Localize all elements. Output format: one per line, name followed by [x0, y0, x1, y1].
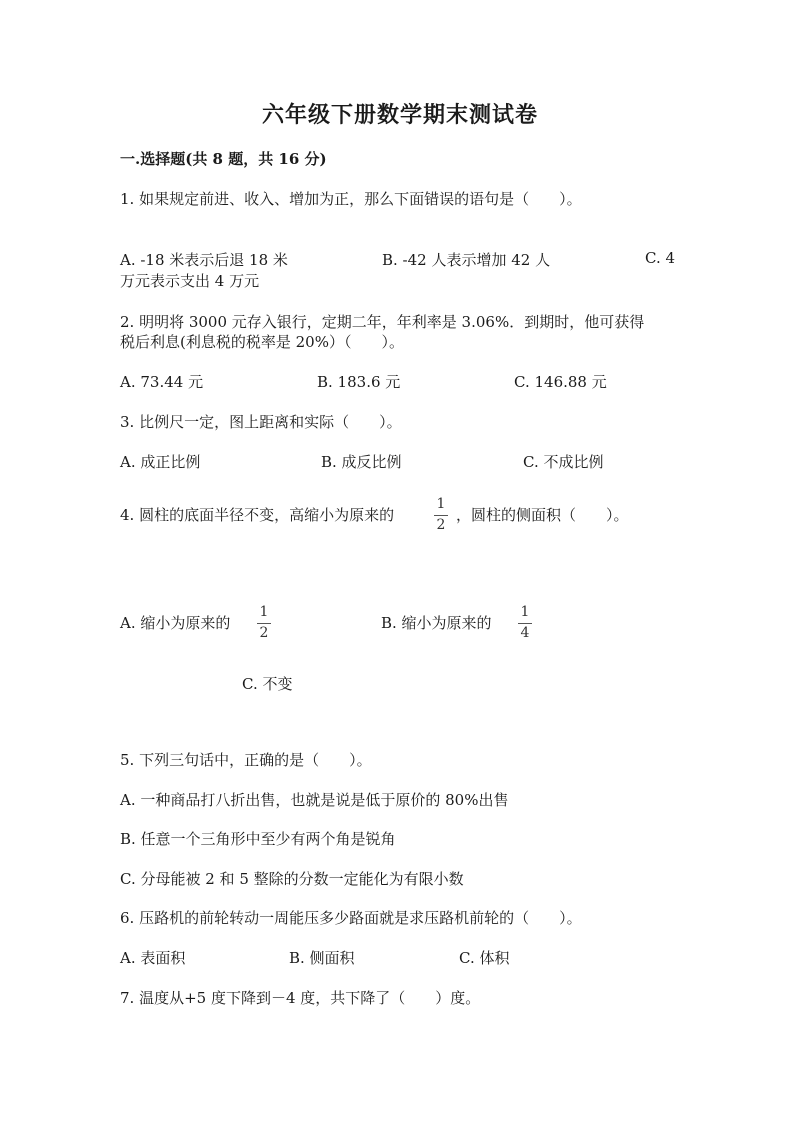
question-6-option-c: C. 体积: [459, 949, 510, 967]
fraction-numerator: 1: [436, 496, 446, 512]
fraction-numerator: 1: [259, 604, 269, 620]
fraction-denominator: 2: [259, 625, 269, 641]
question-2-stem-line-2: 税后利息(利息税的税率是 20%）（ ）。: [120, 333, 404, 351]
question-4-stem-after: ，圆柱的侧面积（ ）。: [456, 506, 629, 524]
question-3-option-b: B. 成反比例: [321, 453, 402, 471]
question-4-option-b-fraction: [517, 605, 533, 642]
fraction-denominator: 4: [520, 625, 530, 641]
question-5-stem: 5. 下列三句话中，正确的是（ ）。: [120, 751, 372, 769]
question-5-option-c: C. 分母能被 2 和 5 整除的分数一定能化为有限小数: [120, 870, 464, 888]
question-3-stem: 3. 比例尺一定，图上距离和实际（ ）。: [120, 413, 402, 431]
question-1-option-c-continued: 万元表示支出 4 万元: [120, 272, 260, 290]
question-4-option-a: A. 缩小为原来的: [120, 614, 231, 632]
fraction-numerator: 1: [520, 604, 530, 620]
fraction-denominator: 2: [436, 517, 446, 533]
question-2-option-b: B. 183.6 元: [317, 373, 401, 391]
question-2-stem-line-1: 2. 明明将 3000 元存入银行，定期二年，年利率是 3.06%．到期时，他可获得: [120, 313, 645, 331]
question-3-option-c: C. 不成比例: [523, 453, 604, 471]
question-6-option-b: B. 侧面积: [289, 949, 355, 967]
fraction-bar: [434, 515, 448, 516]
question-1-option-c: C. 4: [645, 249, 676, 267]
question-2-option-c: C. 146.88 元: [514, 373, 607, 391]
question-4-option-a-fraction: [256, 605, 272, 642]
question-6-stem: 6. 压路机的前轮转动一周能压多少路面就是求压路机前轮的（ ）。: [120, 909, 582, 927]
question-1-stem: 1. 如果规定前进、收入、增加为正，那么下面错误的语句是（ ）。: [120, 190, 582, 208]
question-4-option-b: B. 缩小为原来的: [381, 614, 492, 632]
question-4-option-c: C. 不变: [242, 675, 293, 693]
fraction-bar: [518, 623, 532, 624]
question-7-stem: 7. 温度从+5 度下降到－4 度，共下降了（ ）度。: [120, 989, 481, 1007]
question-1-option-b: B. -42 人表示增加 42 人: [382, 251, 551, 269]
question-5-option-b: B. 任意一个三角形中至少有两个角是锐角: [120, 830, 396, 848]
section-heading: 一.选择题(共 8 题，共 16 分): [120, 150, 327, 168]
question-5-option-a: A. 一种商品打八折出售，也就是说是低于原价的 80%出售: [120, 791, 509, 809]
question-1-option-a: A. -18 米表示后退 18 米: [120, 251, 288, 269]
question-4-fraction: [433, 497, 449, 534]
question-6-option-a: A. 表面积: [120, 949, 186, 967]
fraction-bar: [257, 623, 271, 624]
question-3-option-a: A. 成正比例: [120, 453, 201, 471]
page-title: 六年级下册数学期末测试卷: [261, 102, 538, 128]
question-4-stem-before: 4. 圆柱的底面半径不变，高缩小为原来的: [120, 506, 395, 524]
question-2-option-a: A. 73.44 元: [120, 373, 204, 391]
